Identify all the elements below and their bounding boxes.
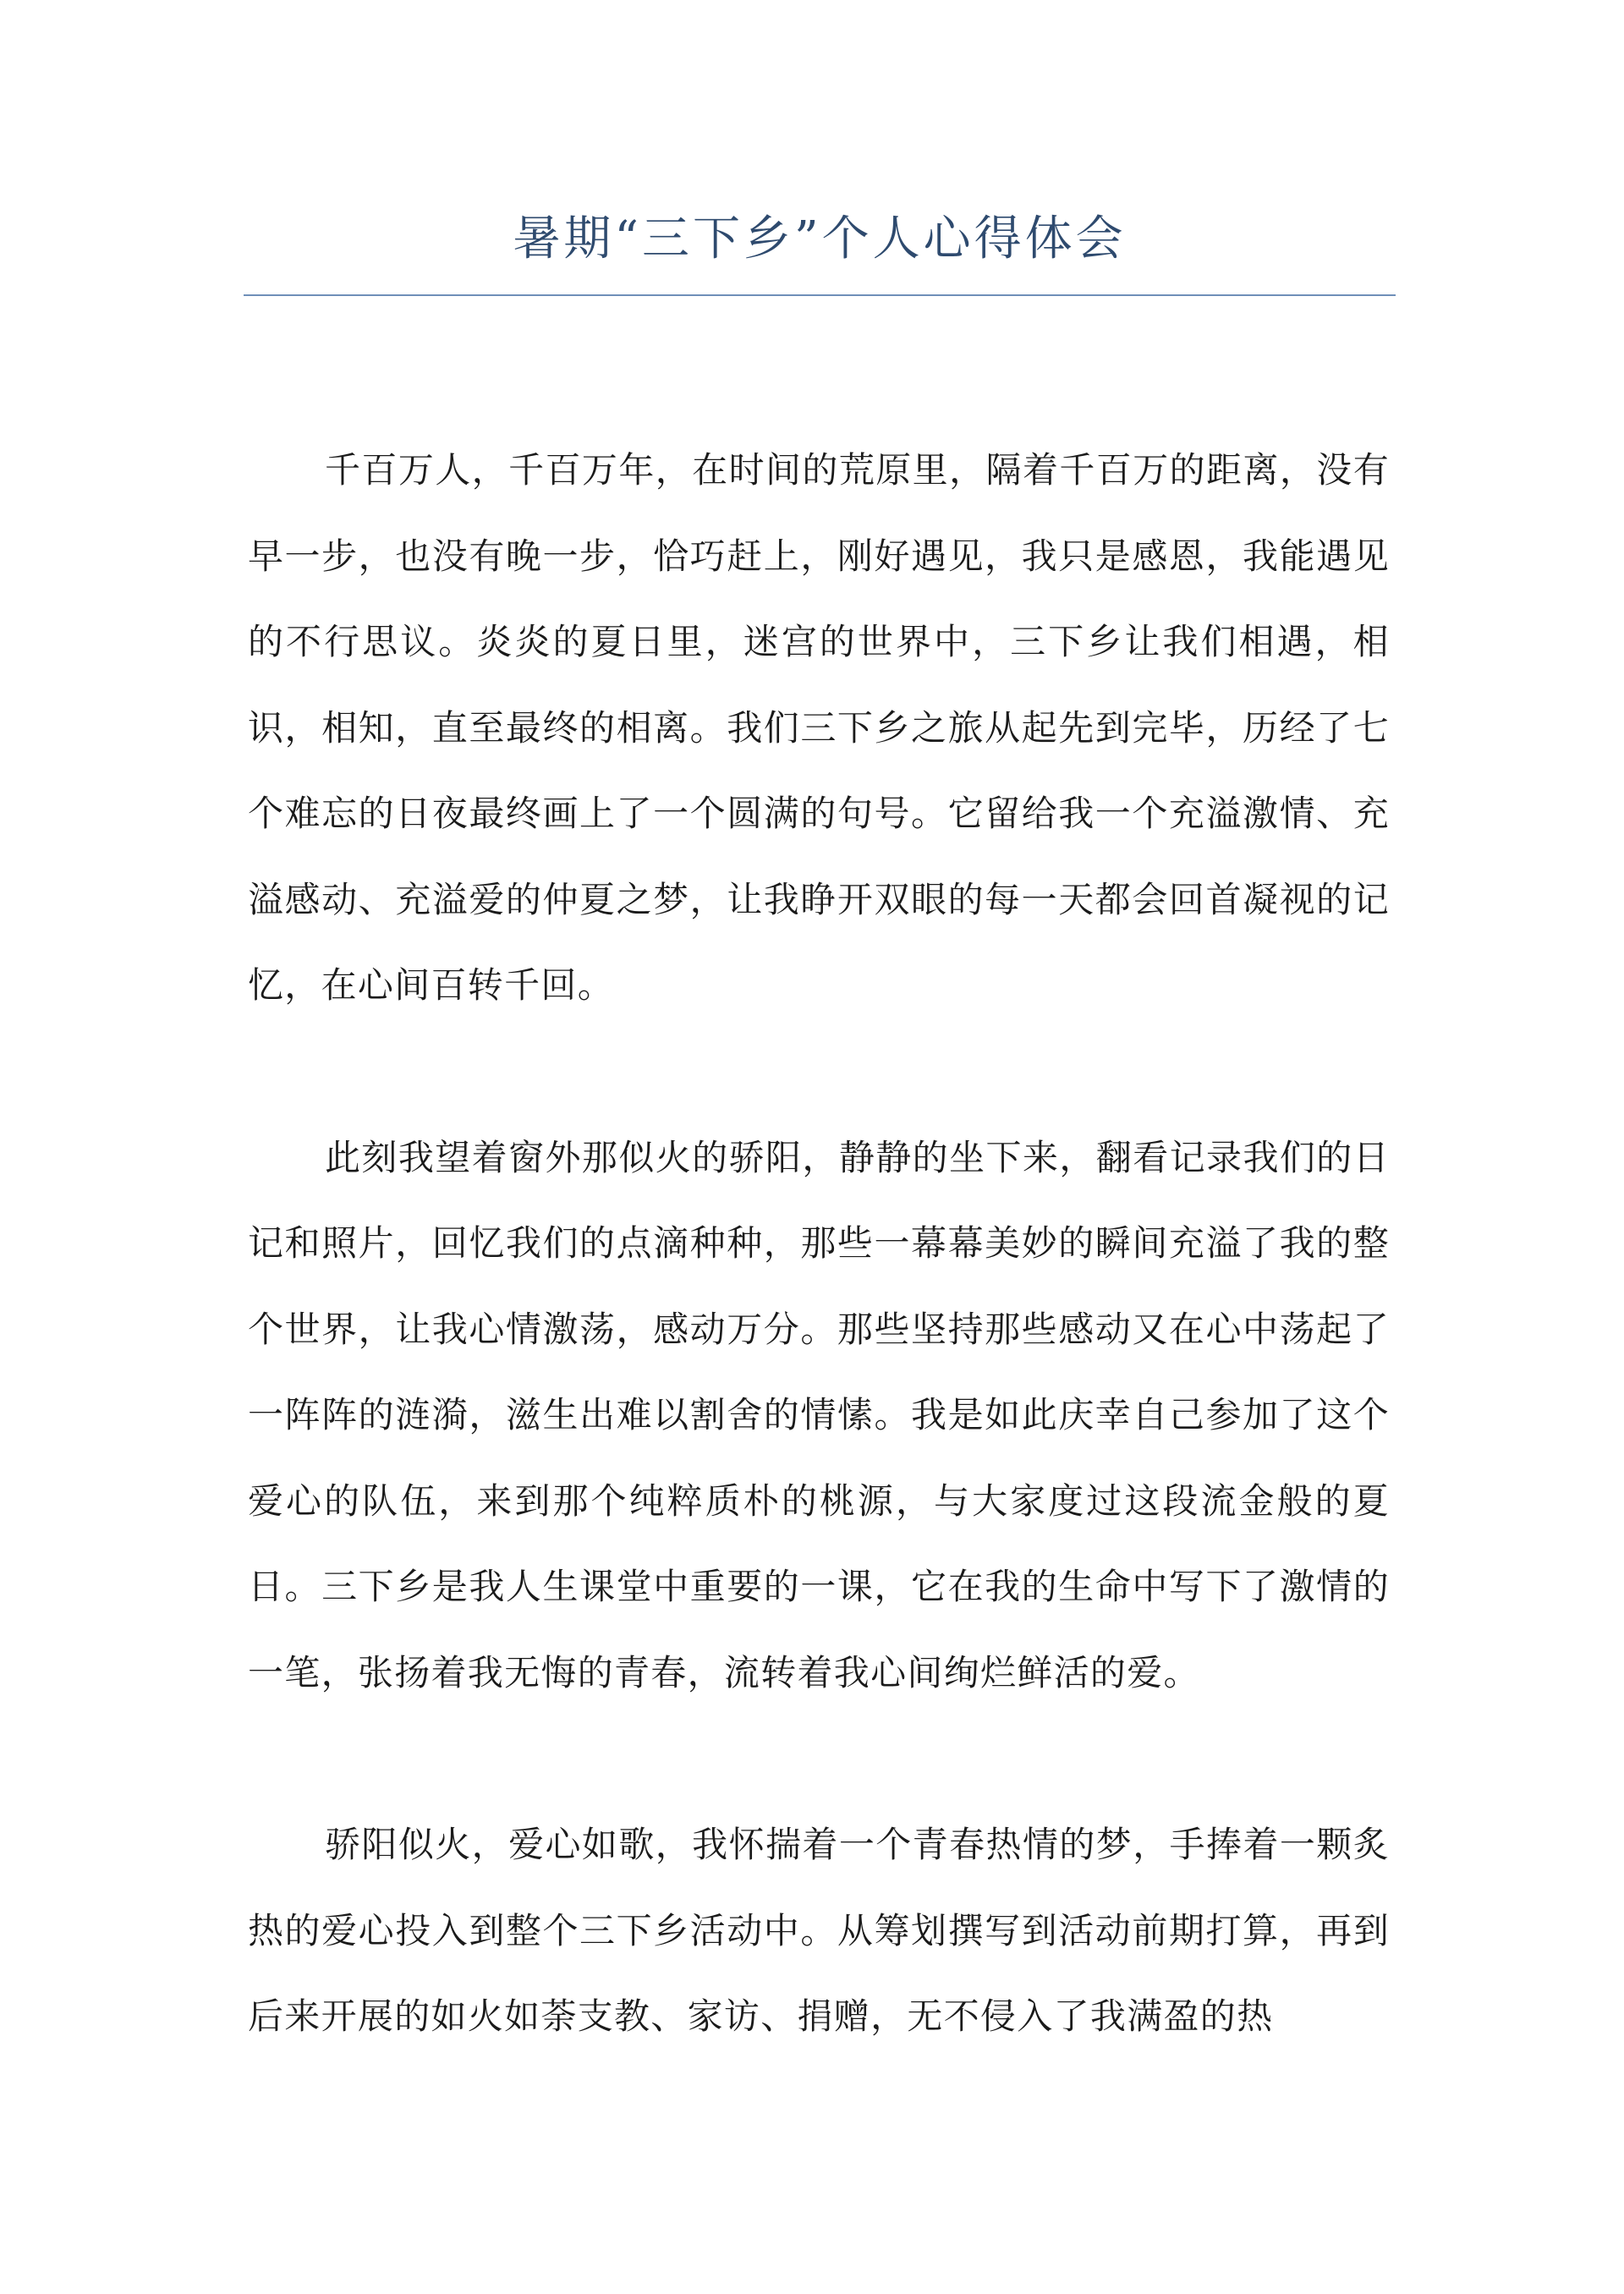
document-title: 暑期“三下乡”个人心得体会	[513, 211, 1127, 266]
paragraph-3: 骄阳似火，爱心如歌，我怀揣着一个青春热情的梦，手捧着一颗炙热的爱心投入到整个三下乡活动中。从筹划撰写到活动前期打算，再到后来开展的如火如荼支教、家访、捐赠，无不侵入了我满盈的热	[248, 1824, 1390, 2037]
document-body	[248, 427, 1390, 2146]
title-underline	[244, 294, 1396, 296]
paragraph-1: 千百万人，千百万年，在时间的荒原里，隔着千百万的距离，没有早一步，也没有晚一步，恰巧赶上，刚好遇见，我只是感恩，我能遇见的不行思议。炎炎的夏日里，迷宫的世界中，三下乡让我们相遇，相识，相知，直至最终的相离。我们三下乡之旅从起先到完毕，历经了七个难忘的日夜最终画上了一个圆满的句号。它留给我一个充溢激情、充溢感动、充溢爱的仲夏之梦，让我睁开双眼的每一天都会回首凝视的记忆，在心间百转千回。	[248, 449, 1390, 1006]
paragraph-2: 此刻我望着窗外那似火的骄阳，静静的坐下来，翻看记录我们的日记和照片，回忆我们的点滴种种，那些一幕幕美妙的瞬间充溢了我的整个世界，让我心情激荡，感动万分。那些坚持那些感动又在心中荡起了一阵阵的涟漪，滋生出难以割舍的情愫。我是如此庆幸自己参加了这个爱心的队伍，来到那个纯粹质朴的桃源，与大家度过这段流金般的夏日。三下乡是我人生课堂中重要的一课，它在我的生命中写下了激情的一笔，张扬着我无悔的青春，流转着我心间绚烂鲜活的爱。	[248, 1136, 1390, 1693]
